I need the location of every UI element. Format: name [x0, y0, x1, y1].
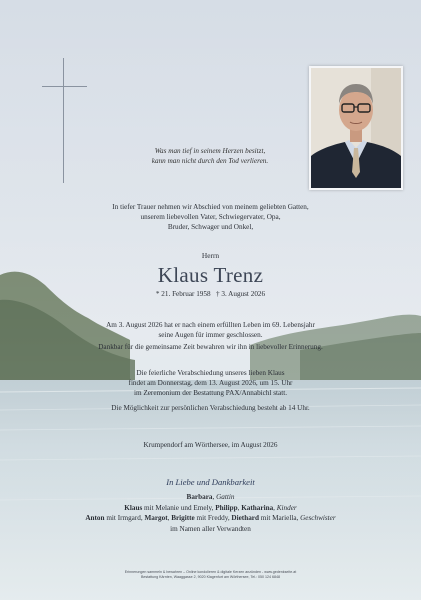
paragraph-line: seine Augen für immer geschlossen.: [158, 331, 263, 340]
footer-line: Bestattung Kärnten, Waaggasse 2, 9020 Klagenfurt am Wörthersee, Tel.: 050 124 6848: [140, 575, 281, 579]
intro-line: Bruder, Schwager und Onkel,: [167, 223, 254, 232]
place-and-date: Krumpendorf am Wörthersee, im August 2026: [143, 441, 278, 449]
cross-symbol-icon: [42, 58, 87, 183]
paragraph-line: Die feierliche Verabschiedung unseres lieben Klaus: [136, 369, 285, 377]
mourner-line-children: Klaus mit Melanie und Emely, Philipp, Katharina, Kinder: [124, 503, 297, 512]
intro-line: unserem liebevollen Vater, Schwiegervater, Opa,: [140, 213, 281, 222]
deceased-name: Klaus Trenz: [157, 263, 264, 287]
gratitude-paragraph: Dankbar für die gemeinsame Zeit bewahren wir ihn in liebevoller Erinnerung.: [98, 343, 323, 351]
footer-imprint: [0, 570, 421, 580]
paragraph-line: findet am Donnerstag, dem 13. August 2026, um 15. Uhr: [128, 379, 293, 388]
memorial-quote: [120, 146, 300, 166]
paragraph-line: im Zeremonium der Bestattung PAX/Annabichl statt.: [133, 389, 288, 398]
intro-line: In tiefer Trauer nehmen wir Abschied von meinem geliebten Gatten,: [112, 203, 309, 211]
mourner-line-siblings: Anton mit Irmgard, Margot, Brigitte mit Freddy, Diethard mit Mariella, Geschwister: [85, 514, 336, 523]
portrait-illustration: [311, 68, 401, 188]
farewell-intro: [0, 202, 421, 233]
mourner-line-relatives: im Namen aller Verwandten: [170, 524, 251, 533]
footer-line: Erinnerungen sammeln & bewahren – Online kondolieren & digitale Kerzen anzünden - www.gedenkseite.at: [124, 570, 297, 574]
mourner-line-spouse: Barbara, Gattin: [186, 493, 235, 501]
mourners-list: [0, 492, 421, 534]
death-date: † 3. August 2026: [215, 290, 266, 298]
viewing-paragraph: Die Möglichkeit zur persönlichen Verabschiedung besteht ab 14 Uhr.: [111, 404, 310, 412]
passing-paragraph: [0, 320, 421, 340]
quote-line: Was man tief in seinem Herzen besitzt,: [154, 147, 266, 155]
mourners-heading: In Liebe und Dankbarkeit: [166, 477, 255, 487]
paragraph-line: Am 3. August 2026 hat er nach einem erfüllten Leben im 69. Lebensjahr: [106, 321, 315, 329]
life-dates: [0, 290, 421, 298]
portrait-photo: [309, 66, 403, 190]
quote-line: kann man nicht durch den Tod verlieren.: [151, 157, 269, 165]
birth-date: * 21. Februar 1958: [155, 290, 211, 298]
salutation: Herrn: [201, 251, 220, 260]
ceremony-paragraph: [0, 368, 421, 399]
